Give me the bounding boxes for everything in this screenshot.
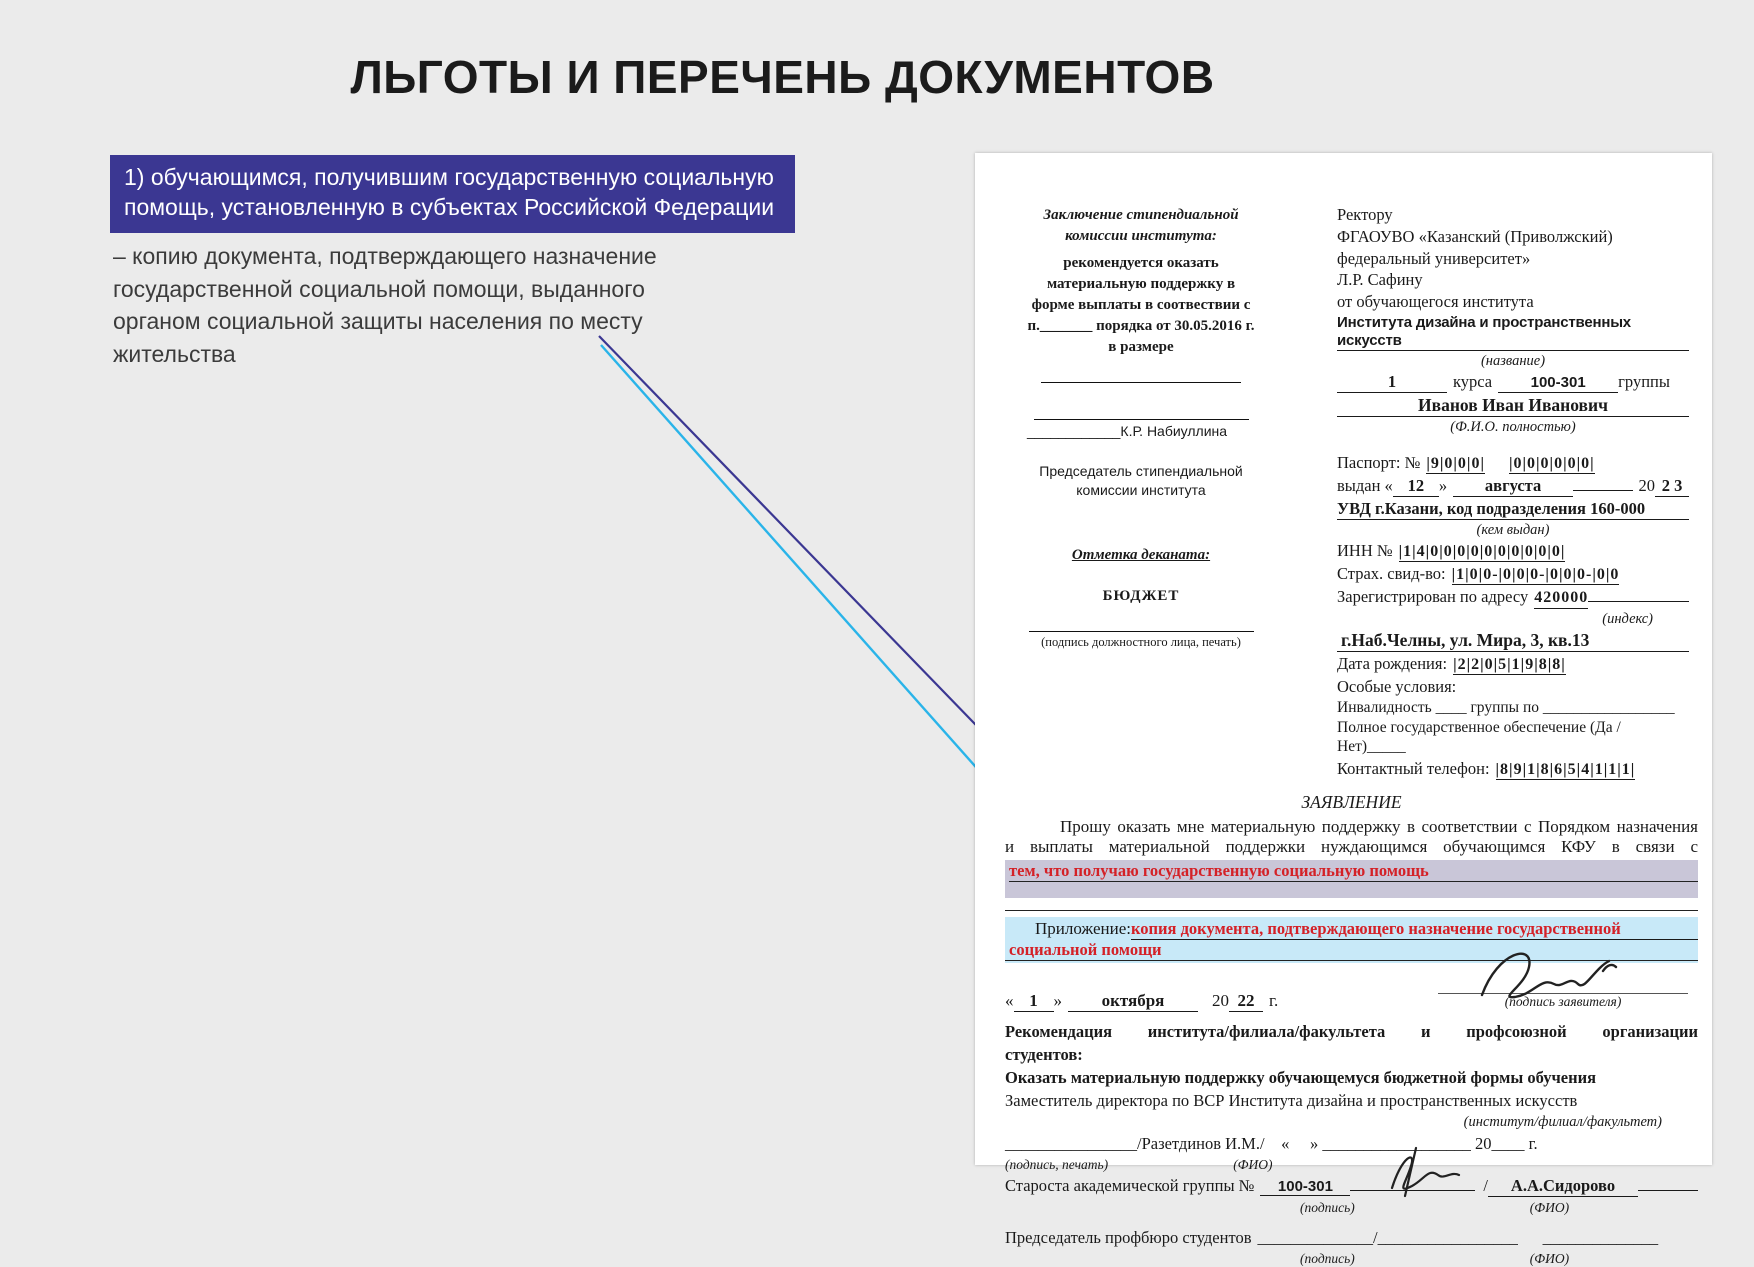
reason-highlight (1005, 860, 1698, 898)
address-index-row (1337, 587, 1689, 608)
union-chair-row (1005, 1228, 1698, 1248)
issued-label: выдан « (1337, 475, 1393, 495)
date-year-prefix: 20 (1212, 990, 1229, 1010)
state-support-row: Полное государственное обеспечение (Да /Нет)_____ (1337, 719, 1621, 756)
inn-label: ИНН № (1337, 540, 1393, 560)
head-slash: / (1483, 1175, 1488, 1195)
recommendation-heading: Рекомендация института/филиала/факультета и профсоюзной организации (1005, 1021, 1698, 1041)
group-head-label: Староста академической группы № (1005, 1175, 1255, 1195)
address-label: Зарегистрирован по адресу (1337, 587, 1529, 607)
fio-caption: (Ф.И.О. полностью) (1450, 419, 1576, 436)
reason-row (1009, 861, 1698, 882)
blank-line (1034, 419, 1249, 420)
phone-label: Контактный телефон: (1337, 758, 1490, 778)
blank-line (1005, 898, 1698, 911)
issued-month-value: августа (1453, 476, 1573, 497)
commission-signer: ____________К.Р. Набиуллина (1027, 423, 1228, 439)
sign-caption: (подпись) (1300, 1250, 1355, 1266)
attachment-row1 (1005, 919, 1698, 940)
blank-line (1588, 601, 1689, 602)
group-value: 100-301 (1498, 374, 1618, 393)
arrow-to-reason-line (599, 336, 1004, 754)
union-captions-row (1005, 1251, 1698, 1267)
date-year-value: 22 (1229, 991, 1263, 1012)
commission-chair-title: Председатель стипендиальной (1039, 462, 1243, 479)
union-chair-label: Председатель профбюро студентов (1005, 1227, 1252, 1247)
date-close-quote: » (1053, 990, 1062, 1010)
index-caption: (индекс) (1602, 610, 1653, 627)
course-group-row (1337, 372, 1689, 393)
addressee-column (1337, 205, 1689, 782)
disability-row: Инвалидность ____ группы по _________________ (1337, 698, 1675, 716)
reason-value: тем, что получаю государственную социальную помощь (1009, 860, 1429, 880)
date-signature-row (1005, 991, 1698, 1012)
addressee-rector: Ректору (1337, 205, 1393, 224)
application-body-line1: Прошу оказать мне материальную поддержку в соответствии с Порядком назначения (1060, 816, 1698, 836)
group-head-signature-line (1350, 1190, 1475, 1191)
birth-date-row (1337, 654, 1689, 675)
address-index-value: 420000 (1534, 588, 1588, 608)
attachment-underline (1131, 919, 1698, 940)
special-conditions-label: Особые условия: (1337, 677, 1457, 697)
blank-line (1029, 631, 1254, 632)
applicant-signature (1468, 941, 1648, 1003)
benefit-category-box: 1) обучающимся, получившим государственную социальную помощь, установленную в субъектах Российской Федерации (110, 155, 795, 233)
phone-value: |8|9|1|8|6|5|4|1|1|1| (1496, 760, 1636, 780)
phone-row (1337, 759, 1689, 780)
fio-caption: (ФИО) (1529, 1199, 1570, 1215)
insurance-value: |1|0|0-|0|0|0-|0|0|0-|0|0 (1452, 565, 1620, 585)
address-value: г.Наб.Челны, ул. Мира, 3, кв.13 (1337, 630, 1689, 652)
form-header-columns (1005, 205, 1698, 782)
fio-caption: (ФИО) (1529, 1250, 1570, 1266)
date-open-quote: « (1005, 990, 1014, 1010)
commission-column (1027, 205, 1255, 782)
group-head-row (1005, 1176, 1698, 1197)
deputy-caption: (институт/филиал/факультет) (1463, 1113, 1662, 1130)
issued-day-value: 12 (1393, 476, 1439, 497)
application-body-line2: и выплаты материальной поддержки нуждающимся обучающимся КФУ в связи с (1005, 836, 1698, 856)
fio-caption: (ФИО) (1233, 1156, 1273, 1172)
sign-seal-caption: (подпись, печать) (1005, 1156, 1109, 1172)
birth-label: Дата рождения: (1337, 653, 1448, 673)
passport-series-value: |9|0|0|0| (1426, 454, 1485, 474)
deputy-date-blank: « » __________________ 20____ г. (1264, 1133, 1538, 1153)
group-number-value: 100-301 (1260, 1178, 1350, 1196)
passport-label: Паспорт: № (1337, 452, 1421, 472)
sign-caption: (подпись) (1300, 1199, 1355, 1215)
application-section (1005, 792, 1698, 1012)
attachment-label: Приложение: (1035, 918, 1131, 938)
union-chair-blanks: ______________/_________________ ______________ (1257, 1227, 1659, 1247)
attachment-value-line1: копия документа, подтверждающего назначение государственной (1130, 918, 1621, 938)
dean-mark-heading: Отметка деканата: (1071, 546, 1211, 563)
budget-label: БЮДЖЕТ (1102, 587, 1180, 604)
insurance-row (1337, 564, 1689, 585)
date-month-value: октября (1068, 991, 1198, 1012)
insurance-label: Страх. свид-во: (1337, 564, 1446, 584)
blank-line (1041, 382, 1241, 383)
addressee-from: от обучающегося института (1337, 292, 1534, 312)
course-label: курса (1453, 372, 1493, 392)
required-document-note: – копию документа, подтверждающего назначение государственной социальной помощи, выданного органом социальной защиты населения по месту жительства (113, 243, 657, 367)
group-head-fio-value: А.А.Сидорово (1488, 1176, 1638, 1197)
blank-line (1638, 1190, 1698, 1191)
application-form-page (975, 153, 1712, 1266)
group-head-signature (1380, 1144, 1470, 1200)
date-part (1005, 991, 1278, 1012)
addressee-university-2: федеральный университет» (1337, 248, 1531, 268)
deputy-director-line: Заместитель директора по ВСР Института дизайна и пространственных искусств (1005, 1090, 1578, 1110)
group-head-captions-row (1005, 1200, 1698, 1216)
support-decision-line: Оказать материальную поддержку обучающемуся бюджетной формы обучения (1005, 1067, 1597, 1087)
institute-caption: (название) (1480, 352, 1546, 369)
arrow-to-attachment-line (601, 345, 1014, 810)
addressee-rector-name: Л.Р. Сафину (1337, 270, 1423, 290)
recommendation-section (1005, 1022, 1698, 1267)
commission-recommendation-text: рекомендуется оказать материальную поддержку в форме выплаты в соотвествии с п._______ порядка от 30.05.2016 г. в размере (1027, 255, 1255, 355)
slide-title: ЛЬГОТЫ И ПЕРЕЧЕНЬ ДОКУМЕНТОВ (350, 51, 1215, 103)
course-value: 1 (1337, 372, 1447, 393)
student-fio-value: Иванов Иван Иванович (1337, 395, 1689, 417)
application-title: ЗАЯВЛЕНИЕ (1301, 791, 1402, 812)
addressee-university: ФГАОУВО «Казанский (Приволжский) (1337, 226, 1613, 246)
blank-line (1573, 490, 1632, 491)
spacer (1337, 439, 1689, 451)
deputy-captions-row (1005, 1157, 1698, 1173)
birth-value: |2|2|0|5|1|9|8|8| (1453, 655, 1566, 675)
inn-row (1337, 541, 1689, 562)
attachment-value-line2: социальной помощи (1009, 939, 1162, 959)
commission-heading: Заключение стипендиальной (1043, 207, 1239, 223)
applicant-signature-block (1438, 993, 1688, 1010)
issued-close-quote: » (1438, 475, 1448, 495)
passport-issued-row (1337, 476, 1689, 497)
date-suffix: г. (1269, 990, 1279, 1010)
commission-chair-title-2: комиссии института (1076, 482, 1206, 499)
commission-heading-2: комиссии института: (1065, 228, 1217, 244)
issued-by-caption: (кем выдан) (1476, 521, 1550, 538)
date-day-value: 1 (1014, 991, 1054, 1012)
passport-number-value: |0|0|0|0|0|0| (1509, 454, 1595, 474)
deputy-sign-row (1005, 1134, 1698, 1154)
institute-name-value: Института дизайна и пространственных искусств (1337, 314, 1689, 351)
passport-row (1337, 453, 1689, 474)
issued-by-value: УВД г.Казани, код подразделения 160-000 (1337, 499, 1689, 520)
issued-year-prefix: 20 (1638, 475, 1655, 495)
recommendation-heading-2: студентов: (1005, 1044, 1083, 1064)
group-label: группы (1618, 372, 1670, 392)
inn-value: |1|4|0|0|0|0|0|0|0|0|0|0| (1399, 542, 1566, 562)
deputy-name-value: /Разетдинов И.М./ (1137, 1133, 1265, 1153)
issued-year-value: 2 3 (1655, 476, 1689, 497)
applicant-signature-caption: (подпись заявителя) (1504, 993, 1622, 1009)
official-signature-caption: (подпись должностного лица, печать) (1041, 634, 1241, 649)
deputy-sign-blank: ________________ (1005, 1133, 1137, 1153)
